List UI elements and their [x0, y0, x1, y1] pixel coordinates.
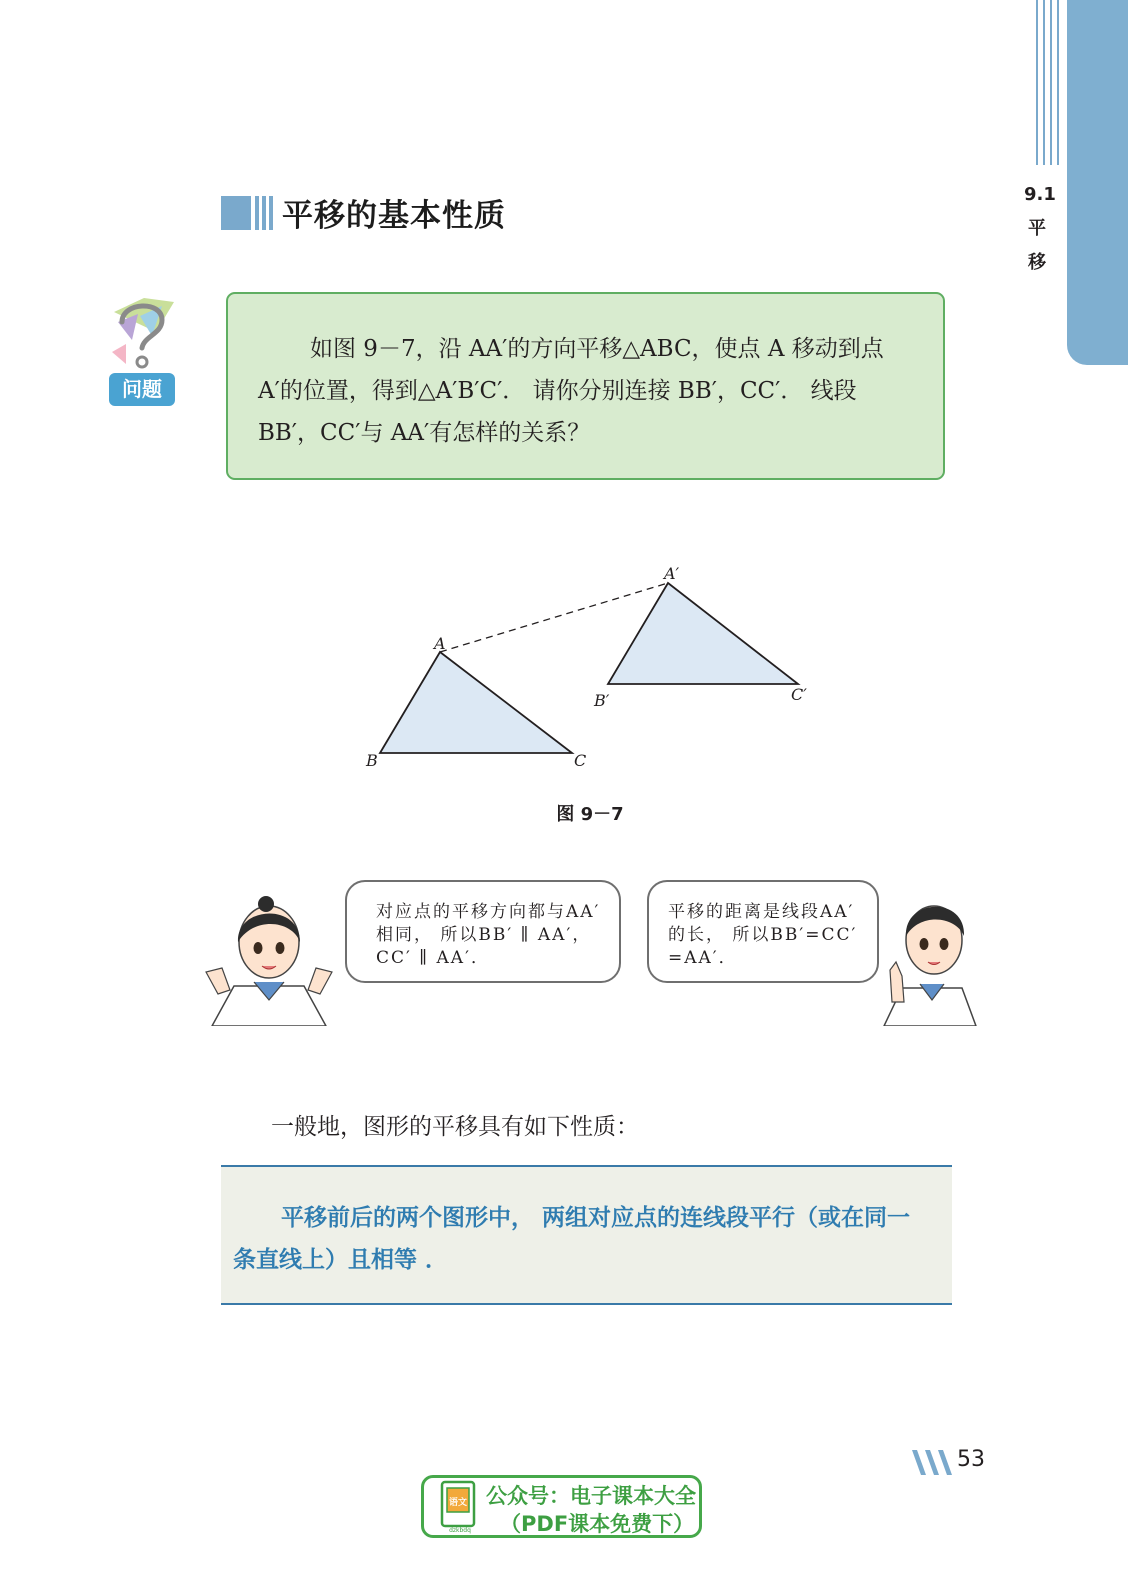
- triangle-a1b1c1: [608, 583, 798, 684]
- page-number: 53: [957, 1447, 985, 1472]
- problem-line: BB′，CC′与 AA′有怎样的关系？: [258, 420, 591, 446]
- chapter-side-tab: [1067, 0, 1128, 365]
- problem-line: A′的位置，得到△A′B′C′． 请你分别连接 BB′，CC′． 线段: [258, 378, 857, 404]
- label-a: A: [434, 634, 446, 653]
- book-icon-small-text: dzkbdq: [449, 1527, 471, 1534]
- page-number-marker-icon: [912, 1450, 954, 1475]
- boy-speech-line: 平移的距离是线段AA′: [668, 902, 855, 922]
- section-title: 平移的基本性质: [282, 198, 506, 234]
- boy-character-illustration: [880, 890, 980, 1026]
- book-icon-text: 语文: [448, 1498, 468, 1508]
- question-icon: [104, 292, 180, 372]
- property-line: 平移前后的两个图形中， 两组对应点的连线段平行（或在同一: [281, 1205, 911, 1231]
- label-c: C: [574, 751, 587, 770]
- girl-speech-line: 对应点的平移方向都与AA′: [376, 902, 601, 922]
- property-text: [233, 1197, 945, 1281]
- girl-character-illustration: [196, 890, 342, 1026]
- label-a-prime: A′: [664, 564, 680, 583]
- label-c-prime: C′: [791, 685, 807, 704]
- label-b-prime: B′: [594, 691, 610, 710]
- boy-speech-line: =AA′．: [668, 948, 738, 968]
- property-line: 条直线上）且相等 ．: [233, 1247, 449, 1273]
- problem-badge: 问题: [109, 373, 175, 406]
- watermark-line-1: 公众号：电子课本大全: [486, 1484, 696, 1508]
- problem-line: 如图 9－7，沿 AA′的方向平移△ABC，使点 A 移动到点: [310, 336, 884, 362]
- problem-text: [258, 328, 923, 454]
- translation-figure: [350, 555, 830, 780]
- triangle-abc: [380, 652, 572, 753]
- label-b: B: [366, 751, 378, 770]
- boy-speech-line: 的长， 所以BB′=CC′: [668, 925, 858, 945]
- body-paragraph: 一般地，图形的平移具有如下性质：: [271, 1114, 639, 1140]
- girl-speech-line: CC′ ∥ AA′．: [376, 948, 490, 968]
- side-decoration-lines: [1034, 0, 1064, 165]
- girl-speech-line: 相同， 所以BB′ ∥ AA′，: [376, 925, 592, 945]
- watermark-line-2: （PDF课本免费下）: [500, 1512, 695, 1536]
- section-marker-icon: [221, 196, 273, 230]
- boy-speech-text: [668, 901, 868, 970]
- chapter-side-label: 9.1 平 移: [1024, 184, 1056, 273]
- girl-speech-text: [376, 901, 616, 970]
- book-icon: [438, 1480, 480, 1534]
- figure-caption: 图 9－7: [556, 804, 624, 825]
